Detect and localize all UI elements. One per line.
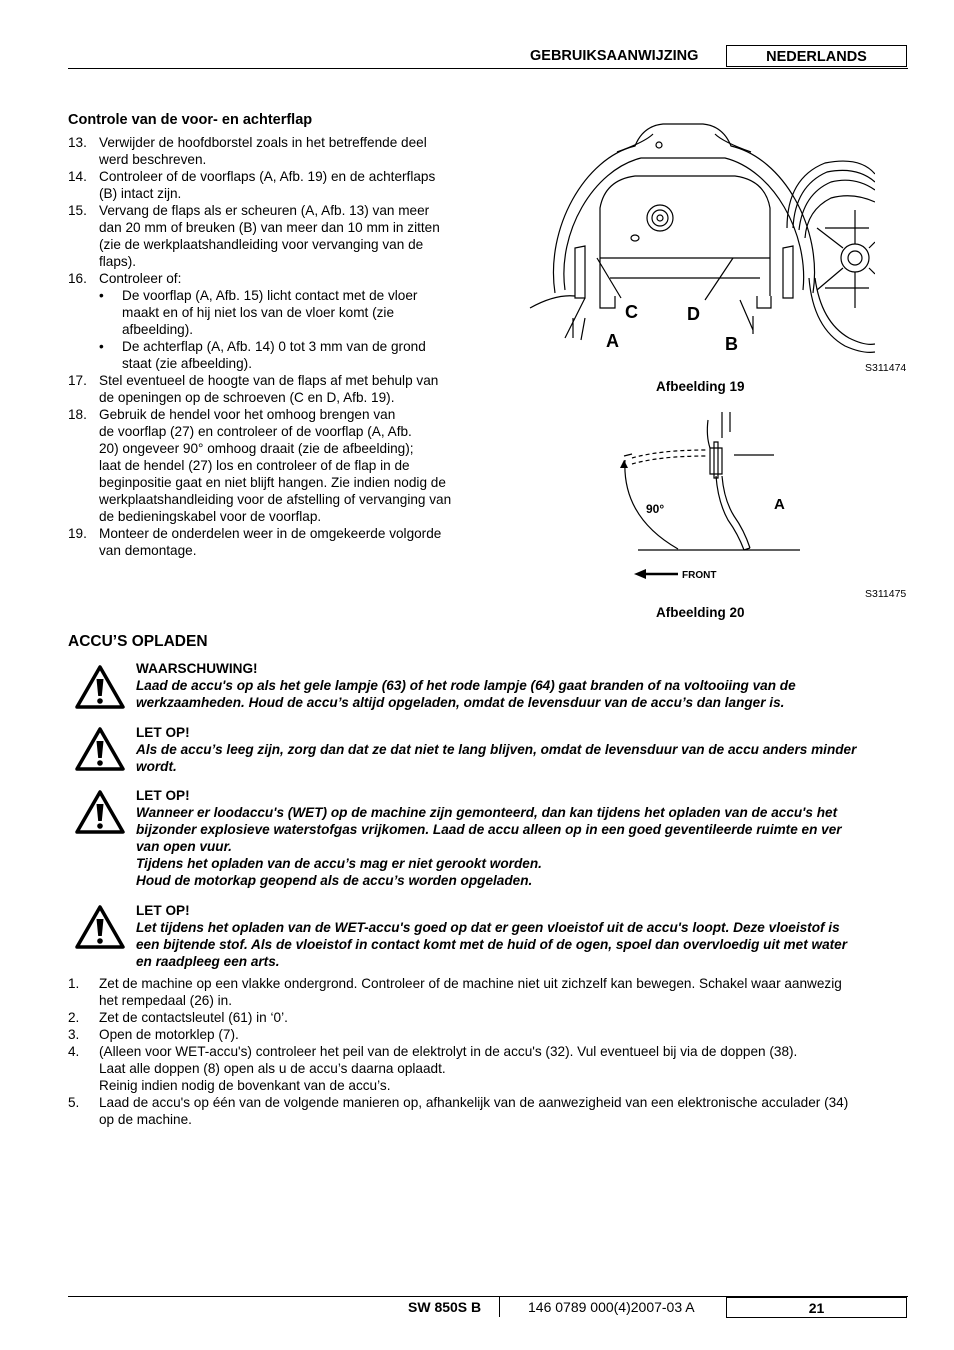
- label-c: C: [625, 302, 638, 322]
- item-line: op de machine.: [99, 1112, 192, 1127]
- header-language: NEDERLANDS: [726, 45, 907, 67]
- item-line: beginpositie gaat en niet blijft hangen. Zie indien nodig de: [99, 475, 446, 490]
- item-number: 13.: [68, 135, 87, 150]
- figure-20-code: S311475: [865, 588, 907, 600]
- caution-label: LET OP!: [136, 788, 190, 803]
- item-line: De achterflap (A, Afb. 14) 0 tot 3 mm van de grond: [122, 339, 426, 354]
- warning-line: Laad de accu's op als het gele lampje (63) of het rode lampje (64) gaat branden of na voltooiing van de: [136, 678, 796, 693]
- item-number: 14.: [68, 169, 87, 184]
- item-line: Controleer of de voorflaps (A, Afb. 19) en de achterflaps: [99, 169, 436, 184]
- item-line: Zet de contactsleutel (61) in ‘0’.: [99, 1010, 288, 1025]
- item-line: de openingen op de schroeven (C en D, Afb. 19).: [99, 390, 395, 405]
- list-item: [68, 1094, 908, 1128]
- item-line: Laad de accu's op één van de volgende manieren op, afhankelijk van de aanwezigheid van een elektronische acculader (34): [99, 1095, 849, 1110]
- item-line: Verwijder de hoofdborstel zoals in het betreffende deel: [99, 135, 427, 150]
- header-title: GEBRUIKSAANWIJZING: [530, 48, 699, 64]
- item-line: (zie de werkplaatshandleiding voor vervanging van de: [99, 237, 424, 252]
- item-line: Gebruik de hendel voor het omhoog brengen van: [99, 407, 396, 422]
- caution-block: [136, 902, 911, 970]
- charging-steps: [68, 975, 908, 1128]
- list-item: [68, 202, 478, 270]
- bullet-item: [68, 287, 478, 338]
- caution-block: [136, 787, 911, 889]
- caution-label: LET OP!: [136, 725, 190, 740]
- front-label: FRONT: [682, 570, 717, 581]
- list-item: [68, 1026, 908, 1043]
- item-line: de bedieningskabel voor de voorflap.: [99, 509, 322, 524]
- item-line: flaps).: [99, 254, 137, 269]
- label-a: A: [606, 331, 619, 351]
- warning-icon: [74, 904, 126, 950]
- footer-model: SW 850S B: [408, 1299, 482, 1315]
- item-number: 5.: [68, 1095, 80, 1110]
- figure-20-drawing: [610, 412, 810, 584]
- warning-label: WAARSCHUWING!: [136, 661, 258, 676]
- caution-line: van open vuur.: [136, 839, 232, 854]
- warning-line: werkzaamheden. Houd de accu’s altijd opgeladen, omdat de levensduur van de accu’s dan langer is.: [136, 695, 785, 710]
- item-number: 16.: [68, 271, 87, 286]
- section-title-flaps: Controle van de voor- en achterflap: [68, 112, 313, 128]
- item-line: dan 20 mm of breuken (B) van meer dan 10 mm in zitten: [99, 220, 440, 235]
- item-line: Monteer de onderdelen weer in de omgekeerde volgorde: [99, 526, 442, 541]
- item-line: afbeelding).: [122, 322, 194, 337]
- item-line: van demontage.: [99, 543, 197, 558]
- item-number: 17.: [68, 373, 87, 388]
- label-b: B: [725, 334, 738, 354]
- figure-19-caption: Afbeelding 19: [656, 379, 745, 394]
- warning-block: [136, 660, 911, 711]
- angle-label: 90°: [646, 502, 665, 516]
- footer-divider: [499, 1297, 500, 1317]
- item-number: 15.: [68, 203, 87, 218]
- item-number: 3.: [68, 1027, 80, 1042]
- caution-line: wordt.: [136, 759, 177, 774]
- caution-line: Wanneer er loodaccu's (WET) op de machine zijn gemonteerd, dan kan tijdens het opladen van de accu's het: [136, 805, 838, 820]
- item-number: 19.: [68, 526, 87, 541]
- item-line: De voorflap (A, Afb. 15) licht contact met de vloer: [122, 288, 418, 303]
- item-line: de voorflap (27) en controleer of de voorflap (A, Afb.: [99, 424, 412, 439]
- item-line: (Alleen voor WET-accu's) controleer het peil van de elektrolyt in de accu's (32). Vul eventueel bij via de doppen (38).: [99, 1044, 798, 1059]
- warning-icon: [74, 664, 126, 710]
- item-line: Stel eventueel de hoogte van de flaps af met behulp van: [99, 373, 439, 388]
- caution-line: en raadpleeg een arts.: [136, 954, 280, 969]
- bullet: •: [99, 288, 104, 303]
- warning-icon: [74, 726, 126, 772]
- figure-19-code: S311474: [865, 362, 907, 374]
- caution-line: Let tijdens het opladen van de WET-accu's goed op dat er geen vloeistof uit de accu's loopt. Deze vloeistof is: [136, 920, 840, 935]
- item-line: Vervang de flaps als er scheuren (A, Afb. 13) van meer: [99, 203, 430, 218]
- list-item: [68, 975, 908, 1009]
- list-item: [68, 270, 478, 287]
- page-number: 21: [726, 1297, 907, 1318]
- item-line: staat (zie afbeelding).: [122, 356, 252, 371]
- flaps-list: [68, 134, 478, 559]
- caution-label: LET OP!: [136, 903, 190, 918]
- list-item: [68, 1009, 908, 1026]
- figure-19-drawing: [525, 118, 875, 356]
- item-line: Controleer of:: [99, 271, 182, 286]
- item-number: 18.: [68, 407, 87, 422]
- item-line: laat de hendel (27) los en controleer of de flap in de: [99, 458, 410, 473]
- caution-line: een bijtende stof. Als de vloeistof in contact komt met de huid of de ogen, spoel dan overvloedig uit met water: [136, 937, 848, 952]
- label-d: D: [687, 304, 700, 324]
- item-line: maakt en of hij niet los van de vloer komt (zie: [122, 305, 395, 320]
- flap-label-a: A: [774, 496, 785, 513]
- item-line: werd beschreven.: [99, 152, 207, 167]
- list-item: [68, 134, 478, 168]
- item-number: 1.: [68, 976, 80, 991]
- caution-line: Tijdens het opladen van de accu’s mag er niet gerookt worden.: [136, 856, 542, 871]
- item-line: 20) ongeveer 90° omhoog draait (zie de afbeelding);: [99, 441, 414, 456]
- item-line: (B) intact zijn.: [99, 186, 182, 201]
- item-number: 2.: [68, 1010, 80, 1025]
- list-item: [68, 168, 478, 202]
- warning-icon: [74, 789, 126, 835]
- item-line: werkplaatshandleiding voor de afstelling of vervanging van: [99, 492, 452, 507]
- figure-20-caption: Afbeelding 20: [656, 605, 745, 620]
- list-item: [68, 406, 478, 525]
- section-title-accu: ACCU’S OPLADEN: [68, 633, 208, 650]
- list-item: [68, 372, 478, 406]
- caution-line: Als de accu’s leeg zijn, zorg dan dat ze dat niet te lang blijven, omdat de levensduur van de accu anders minder: [136, 742, 857, 757]
- item-line: Laat alle doppen (8) open als u de accu’s daarna oplaadt.: [99, 1061, 446, 1076]
- item-line: het rempedaal (26) in.: [99, 993, 232, 1008]
- bullet-item: [68, 338, 478, 372]
- item-line: Zet de machine op een vlakke ondergrond. Controleer of de machine niet uit zichzelf kan bewegen. Schakel waar aanwezig: [99, 976, 842, 991]
- item-line: Reinig indien nodig de bovenkant van de accu’s.: [99, 1078, 391, 1093]
- caution-block: [136, 724, 911, 775]
- item-number: 4.: [68, 1044, 80, 1059]
- list-item: [68, 525, 478, 559]
- bullet: •: [99, 339, 104, 354]
- item-line: Open de motorklep (7).: [99, 1027, 239, 1042]
- header-rule: [68, 68, 908, 69]
- footer-document-code: 146 0789 000(4)2007-03 A: [528, 1299, 695, 1315]
- caution-line: bijzonder explosieve waterstofgas vrijkomen. Laad de accu alleen op in een goed geventileerde ruimte en ver: [136, 822, 842, 837]
- list-item: [68, 1043, 908, 1094]
- caution-line: Houd de motorkap geopend als de accu’s worden opgeladen.: [136, 873, 533, 888]
